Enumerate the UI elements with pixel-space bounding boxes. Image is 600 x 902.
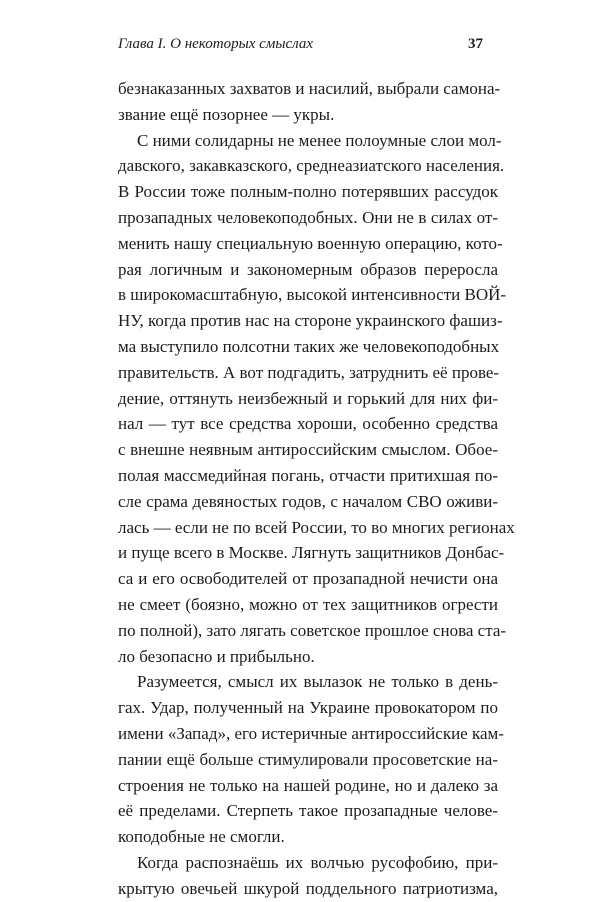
running-head: Глава I. О некоторых смыслах (118, 36, 314, 52)
text-line: крытую овечьей шкурой поддельного патриотизма, (118, 878, 498, 898)
text-line: давского, закавказского, среднеазиатского населения. (118, 156, 505, 176)
text-line: Разумеется, смысл их вылазок не только в день- (137, 672, 498, 692)
text-line: гах. Удар, полученный на Украине провокатором по (118, 698, 498, 718)
text-line: В России тоже полным-полно потерявших рассудок (118, 182, 498, 202)
text-line: нал — тут все средства хороши, особенно средства (118, 414, 498, 434)
text-line: менить нашу специальную военную операцию, кото- (118, 233, 503, 253)
text-line: не смеет (боязно, можно от тех защитников огрести (118, 594, 498, 614)
page-number: 37 (468, 36, 483, 52)
text-line: полая массмедийная погань, отчасти притихшая по- (118, 465, 498, 485)
text-line: строения не только на нашей родине, но и далеко за (118, 775, 498, 795)
text-line: её пределами. Стерпеть такое прозападные челове- (118, 801, 498, 821)
text-line: сле срама девяностых годов, с началом СВО оживи- (118, 491, 498, 511)
text-line: ло безопасно и прибыльно. (118, 646, 315, 666)
text-line: правительств. А вот подгадить, затруднить её прове- (118, 362, 500, 382)
text-line: лась — если не по всей России, то во многих регионах (118, 517, 515, 537)
text-line: и пуще всего в Москве. Лягнуть защитников Донбас- (118, 543, 505, 563)
text-line: С ними солидарны не менее полоумные слои мол- (137, 130, 502, 150)
text-line: ма выступило полсотни таких же человекоподобных (118, 336, 500, 356)
text-line: Когда распознаёшь их волчью русофобию, при- (137, 852, 498, 872)
text-line: по полной), зато лягать советское прошлое снова ста- (118, 620, 507, 640)
text-line: дение, оттянуть неизбежный и горький для них фи- (118, 388, 498, 408)
text-line: с внешне неявным антироссийским смыслом. Обое- (118, 440, 498, 460)
text-line: рая логичным и закономерным образов переросла (118, 259, 498, 279)
text-line: имени «Запад», его истеричные антироссийские кам- (118, 723, 504, 743)
body-text (118, 76, 515, 902)
text-line: коподобные не смогли. (118, 827, 285, 847)
text-line: прозападных человекоподобных. Они не в силах от- (118, 207, 498, 227)
text-line: звание ещё позорнее — укры. (118, 104, 335, 124)
text-line: НУ, когда против нас на стороне украинского фашиз- (118, 311, 503, 331)
text-line: са и его освободителей от прозападной нечисти она (118, 569, 498, 589)
text-line: в широкомасштабную, высокой интенсивности ВОЙ- (118, 285, 507, 305)
text-line: пании ещё больше стимулировали просоветские на- (118, 749, 498, 769)
text-line: безнаказанных захватов и насилий, выбрали самона- (118, 79, 501, 98)
